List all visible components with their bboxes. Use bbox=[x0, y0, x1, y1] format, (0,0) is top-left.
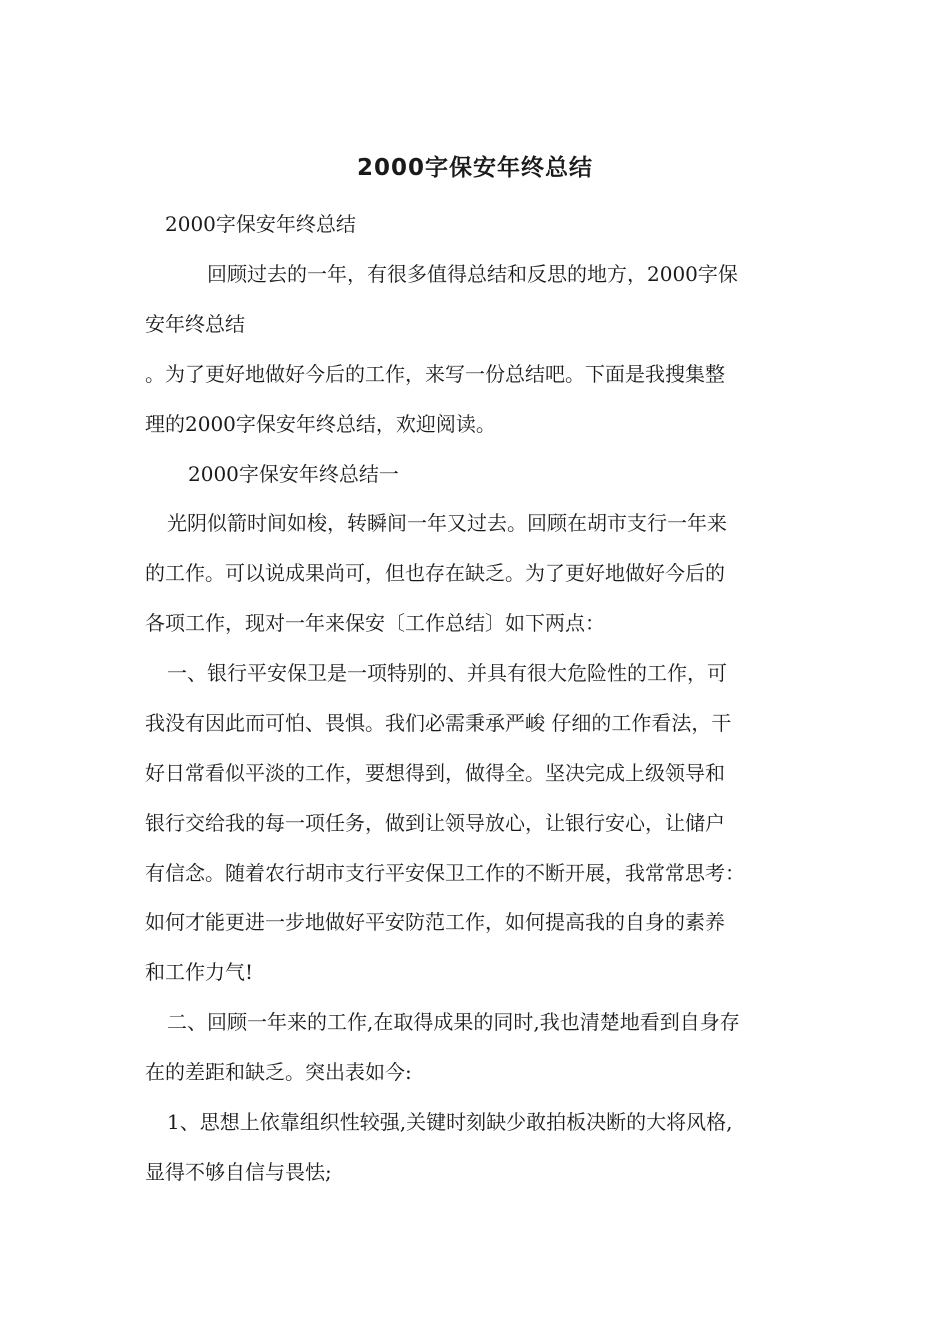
paragraph-line: 各项工作，现对一年来保安〔工作总结〕如下两点： bbox=[145, 611, 605, 635]
document-title: 2000字保安年终总结 bbox=[356, 155, 593, 181]
paragraph-line: 如何才能更进一步地做好平安防范工作，如何提高我的自身的素养 bbox=[145, 910, 725, 934]
paragraph-line: 理的2000字保安年终总结，欢迎阅读。 bbox=[145, 412, 496, 436]
paragraph-line: 在的差距和缺乏。突出表如今: bbox=[145, 1060, 412, 1084]
paragraph-line: 。为了更好地做好今后的工作，来写一份总结吧。下面是我搜集整 bbox=[145, 362, 725, 386]
paragraph-line: 我没有因此而可怕、畏惧。我们必需秉承严峻 仔细的工作看法，干 bbox=[145, 711, 732, 735]
subtitle-line: 2000字保安年终总结 bbox=[165, 212, 356, 236]
paragraph-line: 显得不够自信与畏怯; bbox=[145, 1160, 332, 1184]
section-heading: 2000字保安年终总结一 bbox=[188, 462, 399, 486]
paragraph-line: 好日常看似平淡的工作，要想得到，做得全。坚决完成上级领导和 bbox=[145, 761, 725, 785]
paragraph-line: 一、银行平安保卫是一项特别的、并具有很大危险性的工作，可 bbox=[167, 661, 727, 685]
paragraph-line: 二、回顾一年来的工作,在取得成果的同时,我也清楚地看到自身存 bbox=[167, 1010, 740, 1034]
paragraph-line: 光阴似箭时间如梭，转瞬间一年又过去。回顾在胡市支行一年来 bbox=[167, 511, 727, 535]
paragraph-line: 银行交给我的每一项任务，做到让领导放心，让银行安心，让储户 bbox=[145, 811, 725, 835]
paragraph-line: 安年终总结 bbox=[145, 312, 245, 336]
paragraph-line: 有信念。随着农行胡市支行平安保卫工作的不断开展，我常常思考： bbox=[145, 861, 745, 885]
paragraph-line: 1、思想上依靠组织性较强,关键时刻缺少敢拍板决断的大将风格, bbox=[167, 1110, 733, 1134]
paragraph-line: 和工作力气! bbox=[145, 960, 254, 984]
paragraph-line: 回顾过去的一年，有很多值得总结和反思的地方，2000字保 bbox=[207, 262, 738, 286]
paragraph-line: 的工作。可以说成果尚可，但也存在缺乏。为了更好地做好今后的 bbox=[145, 561, 725, 585]
